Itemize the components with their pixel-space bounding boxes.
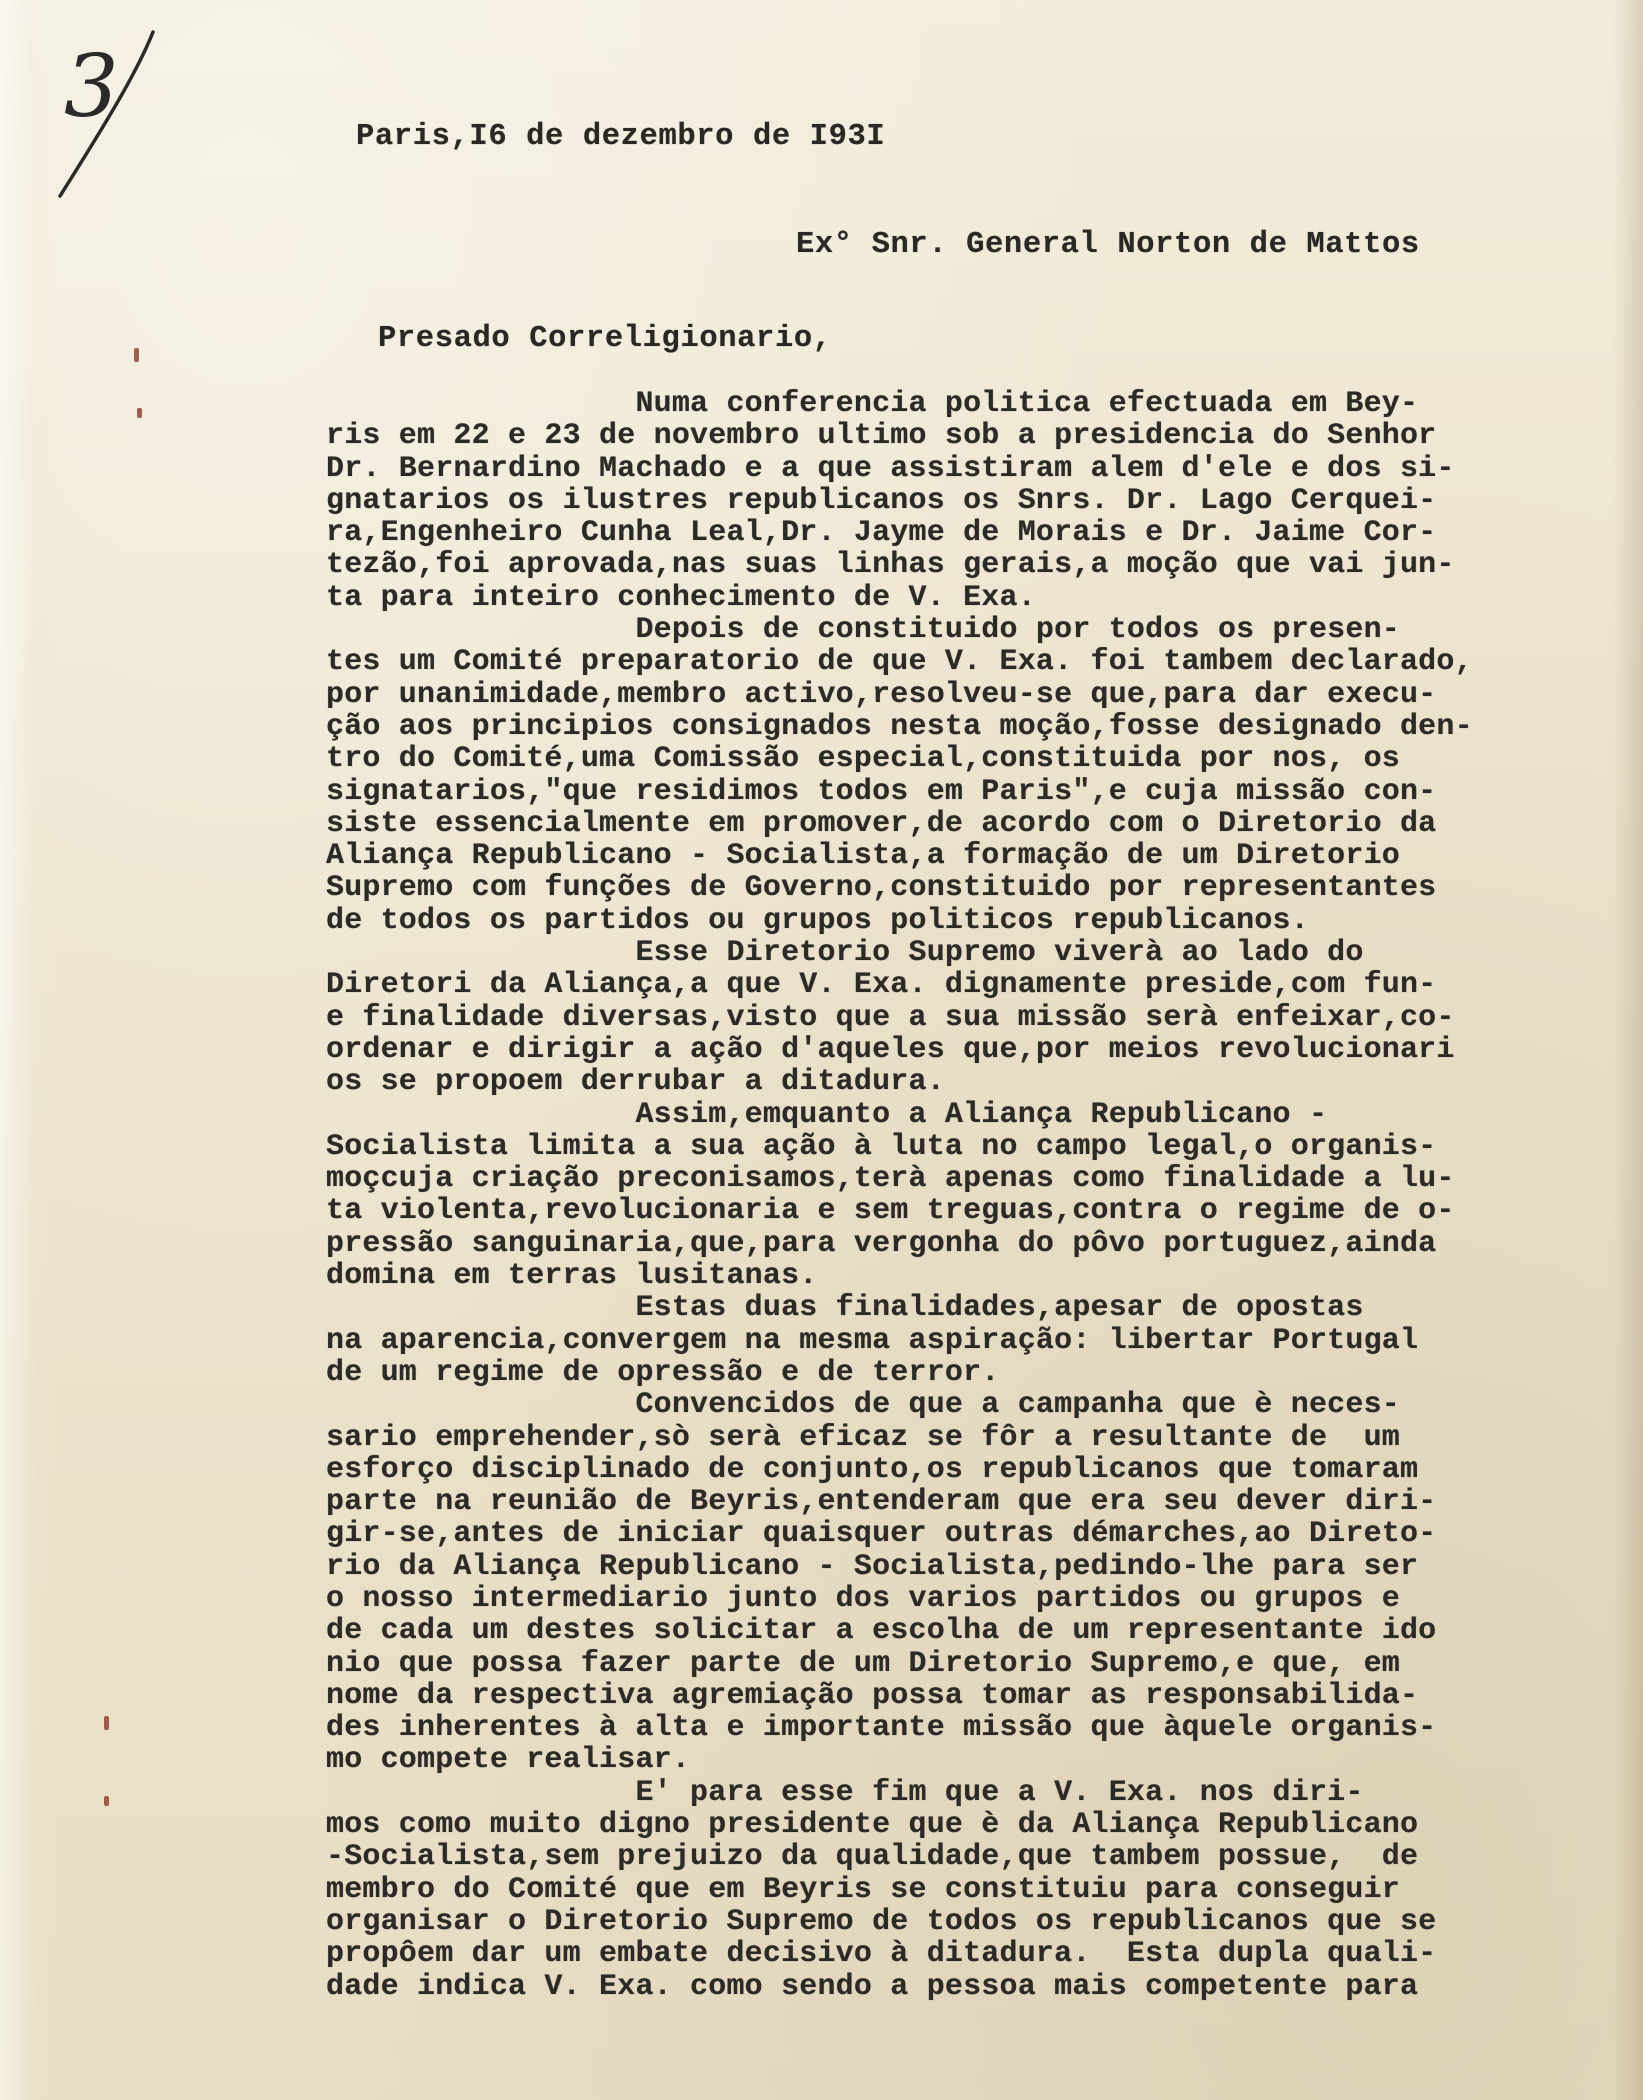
body-line: ra,Engenheiro Cunha Leal,Dr. Jayme de Morais e Dr. Jaime Cor- [326, 516, 1437, 551]
body-line: sario emprehender,sò serà eficaz se fôr a resultante de um [326, 1420, 1400, 1455]
body-line: Depois de constituido por todos os presen- [326, 613, 1400, 648]
punch-mark [104, 1716, 109, 1730]
punch-mark [104, 1796, 109, 1806]
body-line: o nosso intermediario junto dos varios partidos ou grupos e [326, 1581, 1400, 1616]
paper-left-edge [0, 0, 60, 2100]
body-line: ção aos principios consignados nesta moção,fosse designado den- [326, 709, 1473, 744]
punch-mark [137, 408, 142, 418]
body-line: des inherentes à alta e importante missão que àquele organis- [326, 1711, 1437, 1746]
body-line: mo compete realisar. [326, 1743, 691, 1778]
body-line: gnatarios os ilustres republicanos os Snrs. Dr. Lago Cerquei- [326, 483, 1437, 518]
body-line: esforço disciplinado de conjunto,os republicanos que tomaram [326, 1452, 1419, 1487]
body-line: E' para esse fim que a V. Exa. nos diri- [326, 1775, 1364, 1810]
place-date-line: Paris,I6 de dezembro de I93I [356, 120, 886, 154]
salutation-line: Presado Correligionario, [378, 322, 832, 356]
body-line: ta para inteiro conhecimento de V. Exa. [326, 580, 1036, 615]
body-line: tezão,foi aprovada,nas suas linhas gerais,a moção que vai jun- [326, 548, 1455, 583]
body-line: moçcuja criação preconisamos,terà apenas como finalidade a lu- [326, 1162, 1455, 1197]
body-line: gir-se,antes de iniciar quaisquer outras démarches,ao Direto- [326, 1517, 1437, 1552]
body-line: Esse Diretorio Supremo viverà ao lado do [326, 936, 1364, 971]
handwritten-page-number [58, 30, 178, 200]
body-line: de todos os partidos ou grupos politicos republicanos. [326, 903, 1309, 938]
body-line: Convencidos de que a campanha que è neces- [326, 1388, 1400, 1423]
body-line: na aparencia,convergem na mesma aspiração: libertar Portugal [326, 1323, 1419, 1358]
body-line: Supremo com funções de Governo,constituido por representantes [326, 871, 1437, 906]
body-line: os se propoem derrubar a ditadura. [326, 1065, 945, 1100]
body-line: domina em terras lusitanas. [326, 1259, 818, 1294]
paper-right-edge [1613, 0, 1643, 2100]
body-line: Assim,emquanto a Aliança Republicano - [326, 1097, 1328, 1132]
body-line: parte na reunião de Beyris,entenderam que era seu dever diri- [326, 1485, 1437, 1520]
addressee-line: Ex° Snr. General Norton de Mattos [796, 228, 1420, 262]
body-line: e finalidade diversas,visto que a sua missão serà enfeixar,co- [326, 1000, 1455, 1035]
body-line: rio da Aliança Republicano - Socialista,pedindo-lhe para ser [326, 1549, 1419, 1584]
body-line: ta violenta,revolucionaria e sem treguas,contra o regime de o- [326, 1194, 1455, 1229]
body-line: ris em 22 e 23 de novembro ultimo sob a presidencia do Senhor [326, 419, 1437, 454]
body-line: ordenar e dirigir a ação d'aqueles que,por meios revolucionari [326, 1032, 1455, 1067]
body-line: -Socialista,sem prejuizo da qualidade,que tambem possue, de [326, 1840, 1419, 1875]
page-number-digit: 3 [64, 37, 119, 137]
body-line: Socialista limita a sua ação à luta no campo legal,o organis- [326, 1129, 1437, 1164]
body-line: pressão sanguinaria,que,para vergonha do pôvo portuguez,ainda [326, 1226, 1437, 1261]
body-line: Dr. Bernardino Machado e a que assistiram alem d'ele e dos si- [326, 451, 1455, 486]
body-line: nio que possa fazer parte de um Diretorio Supremo,e que, em [326, 1646, 1400, 1681]
body-line: de um regime de opressão e de terror. [326, 1355, 1000, 1390]
body-line: Diretori da Aliança,a que V. Exa. dignamente preside,com fun- [326, 968, 1437, 1003]
body-line: Estas duas finalidades,apesar de opostas [326, 1291, 1364, 1326]
punch-mark [134, 348, 139, 362]
body-line: membro do Comité que em Beyris se constituiu para conseguir [326, 1872, 1400, 1907]
body-line: por unanimidade,membro activo,resolveu-se que,para dar execu- [326, 677, 1437, 712]
body-line: dade indica V. Exa. como sendo a pessoa mais competente para [326, 1969, 1419, 2004]
body-line: propôem dar um embate decisivo à ditadura. Esta dupla quali- [326, 1937, 1437, 1972]
body-line: tes um Comité preparatorio de que V. Exa. foi tambem declarado, [326, 645, 1473, 680]
body-line: de cada um destes solicitar a escolha de um representante ido [326, 1614, 1437, 1649]
letter-body [326, 388, 1596, 2003]
body-line: siste essencialmente em promover,de acordo com o Diretorio da [326, 806, 1437, 841]
body-line: Aliança Republicano - Socialista,a formação de um Diretorio [326, 839, 1400, 874]
body-line: tro do Comité,uma Comissão especial,constituida por nos, os [326, 742, 1400, 777]
body-line: nome da respectiva agremiação possa tomar as responsabilida- [326, 1678, 1419, 1713]
body-line: Numa conferencia politica efectuada em Bey- [326, 387, 1419, 421]
body-line: organisar o Diretorio Supremo de todos os republicanos que se [326, 1904, 1437, 1939]
body-line: signatarios,"que residimos todos em Paris",e cuja missão con- [326, 774, 1437, 809]
body-line: mos como muito digno presidente que è da Aliança Republicano [326, 1808, 1419, 1843]
